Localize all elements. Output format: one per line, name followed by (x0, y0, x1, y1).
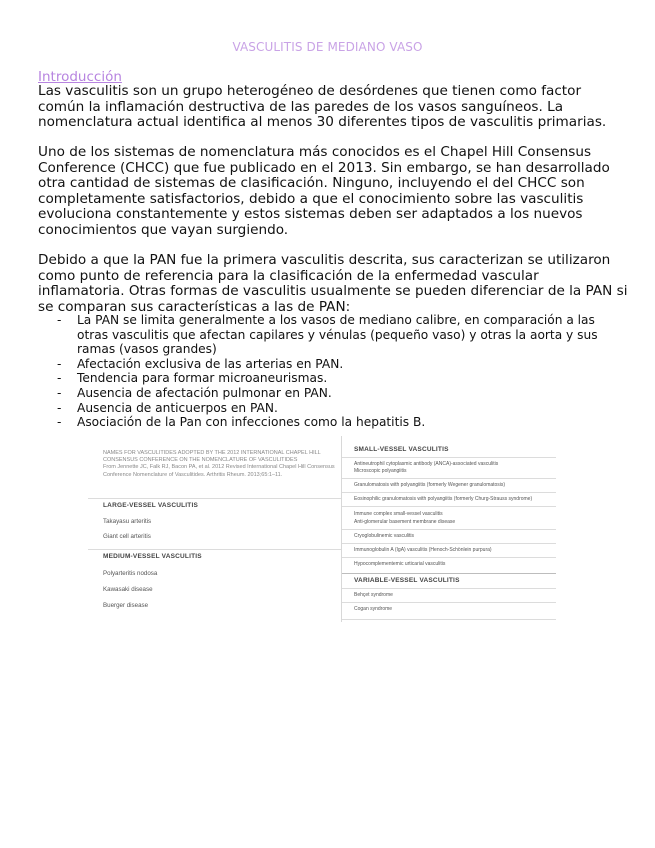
divider (342, 492, 556, 493)
table-row: Kawasaki disease (103, 586, 153, 593)
table-row: Behçet syndrome (354, 592, 393, 598)
divider (342, 588, 556, 589)
paragraph-pan: Debido a que la PAN fue la primera vasculitis descrita, sus caracterizan se utilizaron como punto de referencia para la clasificación de la enfermedad vascular inflamatoria. Otras formas de vasculitis usualmente se pueden diferenciar de la PAN si se comparan sus características a las de PAN: (38, 252, 628, 315)
table-row: Immune complex small-vessel vasculitis (354, 511, 443, 517)
section-heading-introduccion: Introducción (38, 69, 122, 85)
paragraph-chcc: Uno de los sistemas de nomenclatura más conocidos es el Chapel Hill Consensus Conference (CHCC) que fue publicado en el 2013. Sin embargo, se han desarrollado otra cantidad de sistemas de clasificación. Ninguno, incluyendo el del CHCC son completamente satisfactorios, debido a que el conocimiento sobre las vasculitis evoluciona constantemente y estos sistemas deben ser adaptados a los nuevos conocimientos que vayan surgiendo. (38, 144, 610, 238)
table-row: Hypocomplementemic urticarial vasculitis (354, 561, 446, 567)
large-vessel-heading: LARGE-VESSEL VASCULITIS (103, 502, 199, 509)
divider (342, 457, 556, 458)
variable-vessel-heading: VARIABLE-VESSEL VASCULITIS (354, 577, 460, 584)
small-vessel-heading: SMALL-VESSEL VASCULITIS (354, 446, 449, 453)
table-right-column (341, 436, 556, 622)
table-row: Granulomatosis with polyangiitis (formerly Wegener granulomatosis) (354, 482, 506, 488)
list-item: - Tendencia para formar microaneurismas. (57, 371, 627, 386)
medium-vessel-heading: MEDIUM-VESSEL VASCULITIS (103, 553, 202, 560)
list-item: - Afectación exclusiva de las arterias en PAN. (57, 357, 627, 372)
list-item: - Asociación de la Pan con infecciones como la hepatitis B. (57, 415, 627, 430)
divider (342, 478, 556, 479)
paragraph-intro: Las vasculitis son un grupo heterogéneo de desórdenes que tienen como factor común la inflamación destructiva de las paredes de los vasos sanguíneos. La nomenclatura actual identifica al menos 30 diferentes tipos de vasculitis primarias. (38, 83, 607, 130)
divider (342, 557, 556, 558)
list-item: - Ausencia de afectación pulmonar en PAN. (57, 386, 627, 401)
table-caption (103, 450, 338, 479)
table-row: Buerger disease (103, 602, 149, 609)
table-row: Cryoglobulinemic vasculitis (354, 533, 415, 539)
table-row: Cogan syndrome (354, 606, 393, 612)
divider (88, 498, 341, 499)
table-row: Antineutrophil cytoplasmic antibody (ANCA)-associated vasculitis (354, 461, 499, 467)
table-row: Polyarteritis nodosa (103, 570, 158, 577)
vasculitis-nomenclature-table (88, 436, 555, 622)
divider (342, 543, 556, 544)
table-row: Takayasu arteritis (103, 518, 152, 525)
divider (88, 549, 341, 550)
divider (342, 573, 556, 574)
divider (342, 506, 556, 507)
caption-title: NAMES FOR VASCULITIDES ADOPTED BY THE 2012 INTERNATIONAL CHAPEL HILL CONSENSUS CONFERENCE ON THE NOMENCLATURE OF VASCULITIDES (103, 450, 321, 464)
table-row: Giant cell arteritis (103, 533, 151, 540)
divider (342, 602, 556, 603)
divider (342, 619, 556, 620)
page-title: VASCULITIS DE MEDIANO VASO (232, 40, 423, 54)
list-item: - La PAN se limita generalmente a los vasos de mediano calibre, en comparación a las otras vasculitis que afectan capilares y vénulas (pequeño vaso) y otras la aorta y sus ramas (vasos grandes) (57, 313, 627, 357)
caption-source: From Jennette JC, Falk RJ, Bacon PA, et al. 2012 Revised International Chapel Hill Consensus Conference Nomenclature of Vasculitides. Arthritis Rheum. 2013;65:1–11. (103, 464, 335, 478)
table-row: Microscopic polyangiitis (354, 468, 407, 474)
table-left-column (88, 436, 341, 622)
divider (342, 529, 556, 530)
table-row: Eosinophilic granulomatosis with polyangiitis (formerly Churg-Strauss syndrome) (354, 496, 533, 502)
table-row: Anti-glomerular basement membrane disease (354, 519, 456, 525)
list-item: - Ausencia de anticuerpos en PAN. (57, 401, 627, 416)
table-row: Immunoglobulin A (IgA) vasculitis (Henoch-Schönlein purpura) (354, 547, 492, 553)
pan-characteristics-list (57, 313, 627, 430)
